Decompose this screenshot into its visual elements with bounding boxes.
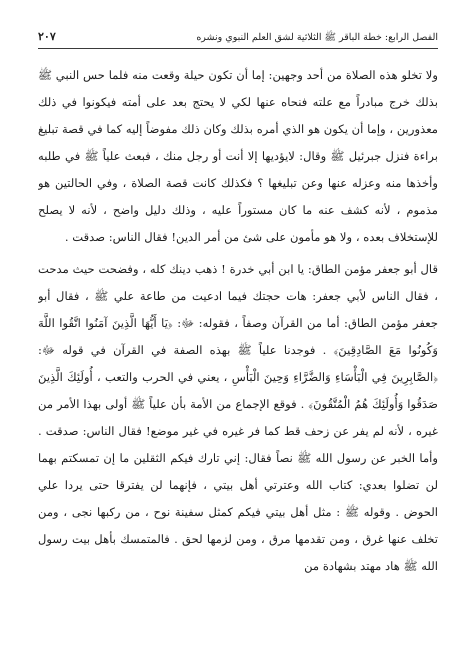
book-page [38, 30, 438, 660]
body-text [38, 62, 438, 580]
running-header [38, 30, 438, 49]
paragraph: ولا تخلو هذه الصلاة من أحد وجهين: إما أن تكون حيلة وقعت منه فلما حس النبي ﷺ بذلك خرج مبادراً مع علته فنحاه عنها لكي لا يحتج بعد على أمته فيكونوا في ذلك معذورين ، وإما أن يكون هو الذي أمره بذلك وكان ذلك مفوضاً إليه كما في قصة تبليغ براءة فنزل جبرئيل ﷺ وقال: لايؤديها إلا أنت أو رجل منك ، فبعث علياً ﷺ في طلبه وأخذها منه وعزله عنها وعن تبليغها ؟ فكذلك كانت قصة الصلاة ، وفي الحالتين هو مذموم ، لأنه كشف عنه ما كان مستوراً عليه ، وذلك دليل واضح ، لأنه لا يصلح للإستخلاف بعده ، ولا هو مأمون على شئ من أمر الدين! فقال الناس: صدقت . [38, 68, 438, 244]
page-number: ٢٠٧ [38, 30, 56, 43]
paragraph: قال أبو جعفر مؤمن الطاق: يا ابن أبي خدرة ! ذهب دينك كله ، وفضحت حيث مدحت ، فقال الناس لأبي جعفر: هات حجتك فيما ادعيت من طاعة علي ﷺ ، فقال أبو جعفر مؤمن الطاق: أما من القرآن وصفاً ، فقوله: ﷻ: ﴿يَا أَيُّهَا الَّذِينَ آمَنُوا اتَّقُوا اللَّهَ وَكُونُوا مَعَ الصَّادِقِينَ﴾ . فوجدنا علياً ﷺ بهذه الصفة في القرآن في قوله ﷻ: ﴿الصَّابِرِينَ فِي الْبَأْسَاءِ وَالضَّرَّاءِ وَحِينَ الْبَأْسِ ، يعني في الحرب والتعب ، أُولَئِكَ الَّذِينَ صَدَقُوا وَأُولَئِكَ هُمُ الْمُتَّقُونَ﴾ . فوقع الإجماع من الأمة بأن علياً ﷺ أولى بهذا الأمر من غيره ، لأنه لم يفر عن زحف قط كما فر غيره في غير موضع! فقال الناس: صدقت . وأما الخبر عن رسول الله ﷺ نصاً فقال: إني تارك فيكم الثقلين ما إن تمسكتم بهما لن تضلوا بعدي: كتاب الله وعترتي أهل بيتي ، فإنهما لن يفترقا حتى يردا علي الحوض . وقوله ﷺ : مثل أهل بيتي فيكم كمثل سفينة نوح ، من ركبها نجى ، ومن تخلف عنها غرق ، ومن تقدمها مرق ، ومن لزمها لحق . فالمتمسك بأهل بيت رسول الله ﷺ هاد مهتد بشهادة من [38, 262, 438, 573]
chapter-title: الفصل الرابع: خطة الباقر ﷺ الثلاثية لشق العلم النبوي ونشره [196, 32, 438, 43]
